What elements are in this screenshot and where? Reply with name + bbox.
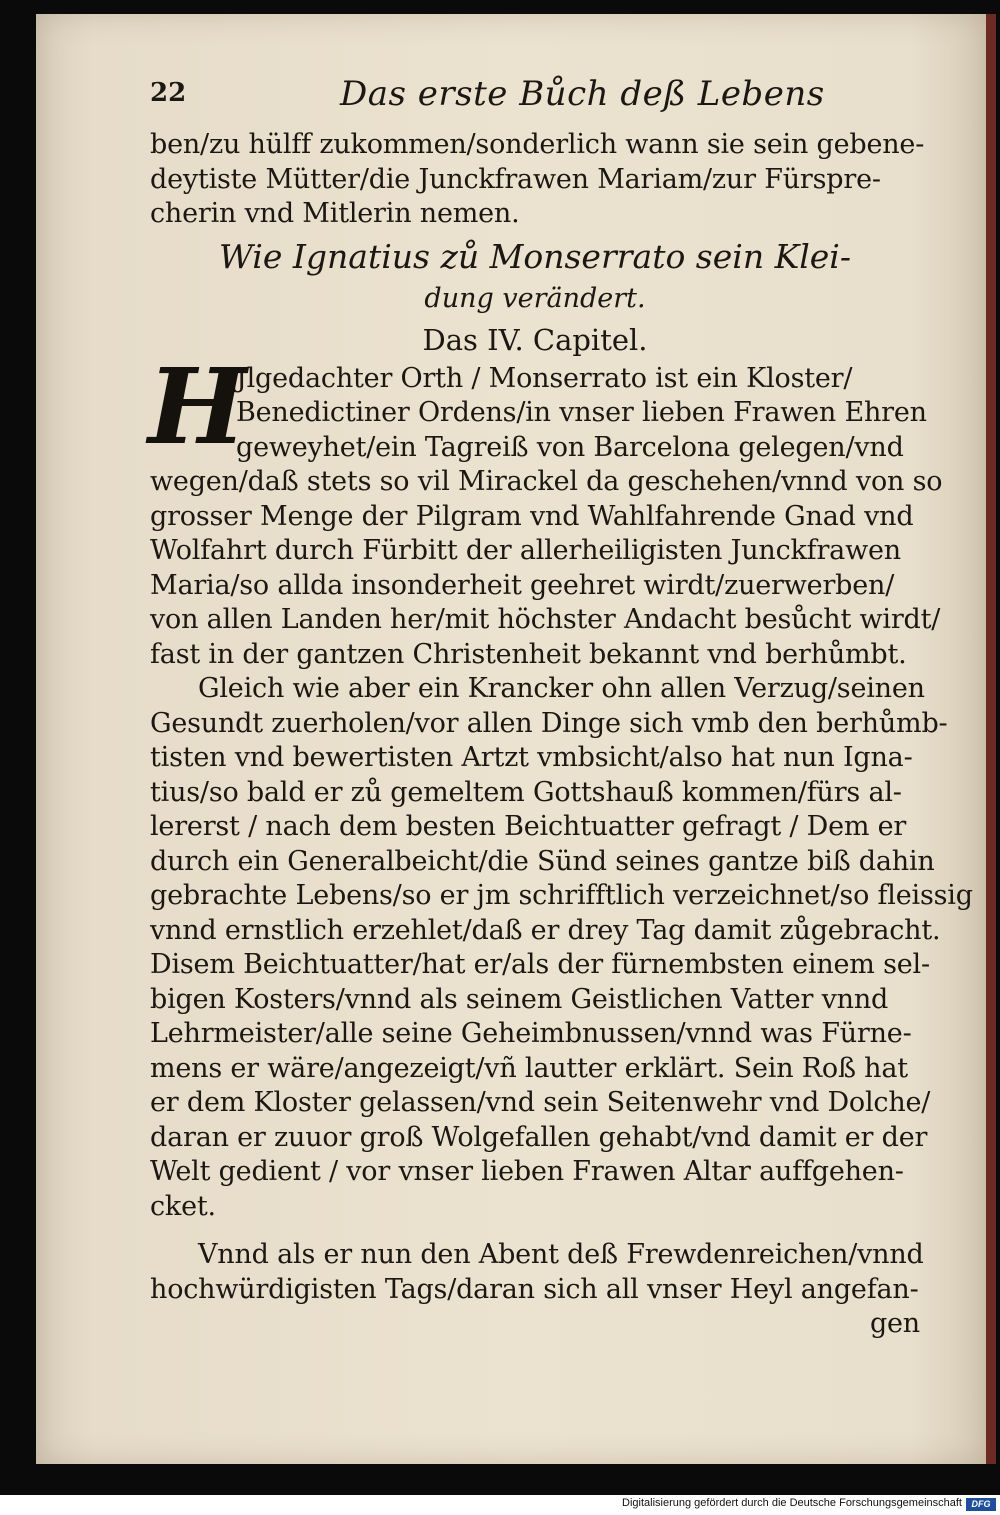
paragraph-2 xyxy=(150,672,973,1224)
page-header xyxy=(150,72,920,128)
catchword: gen xyxy=(869,1308,920,1339)
text-line: hochwürdigisten Tags/daran sich all vnser Heyl angefan- xyxy=(150,1273,919,1305)
text-line: tius/so bald er zů gemeltem Gottshauß kommen/fürs al- xyxy=(150,776,902,808)
page-edge xyxy=(986,14,996,1464)
text-line: durch ein Generalbeicht/die Sünd seines gantze biß dahin xyxy=(150,845,935,877)
text-line: fast in der gantzen Christenheit bekannt vnd berhůmbt. xyxy=(150,638,907,670)
text-line: cket. xyxy=(150,1190,216,1222)
text-line: Benedictiner Ordens/in vnser lieben Frawen Ehren xyxy=(236,397,927,428)
text-line: Lehrmeister/alle seine Geheimbnussen/vnnd was Fürne- xyxy=(150,1018,912,1049)
text-line: tisten vnd bewertisten Artzt vmbsicht/also hat nun Igna- xyxy=(150,742,913,773)
dfg-logo: DFG xyxy=(966,1498,996,1511)
continuation-text xyxy=(150,128,925,232)
running-head: Das erste Bůch deß Lebens xyxy=(340,74,825,114)
text-line: Maria/so allda insonderheit geehret wirdt/zuerwerben/ xyxy=(150,569,895,601)
chapter-title-continued: dung verändert. xyxy=(424,282,646,314)
text-line: grosser Menge der Pilgram vnd Wahlfahrende Gnad vnd xyxy=(150,500,914,532)
footer-credit: Digitalisierung gefördert durch die Deutsche Forschungsgemeinschaft xyxy=(622,1497,962,1509)
text-line: Wolfahrt durch Fürbitt der allerheiligisten Junckfrawen xyxy=(150,535,901,566)
paragraph-1 xyxy=(148,344,943,673)
text-line: Vnnd als er nun den Abent deß Frewdenreichen/vnnd xyxy=(198,1239,924,1270)
text-line: Gleich wie aber ein Krancker ohn allen Verzug/seinen xyxy=(198,673,925,704)
chapter-title: Wie Ignatius zů Monserrato sein Klei- xyxy=(218,236,852,276)
text-line: vnnd ernstlich erzehlet/daß er drey Tag damit zůgebracht. xyxy=(150,914,941,946)
text-line: bigen Kosters/vnnd als seinem Geistlichen Vatter vnnd xyxy=(150,983,889,1015)
text-line: Jlgedachter Orth / Monserrato ist ein Kloster/ xyxy=(236,362,853,394)
text-line: von allen Landen her/mit höchster Andacht besůcht wirdt/ xyxy=(150,604,941,635)
text-line: cherin vnd Mitlerin nemen. xyxy=(150,198,520,229)
text-line: deytiste Mütter/die Junckfrawen Mariam/zur Fürspre- xyxy=(150,163,881,195)
chapter-label: Das IV. Capitel. xyxy=(422,322,648,357)
text-line: ben/zu hülff zukommen/sonderlich wann sie sein gebene- xyxy=(150,129,925,160)
text-line: Disem Beichtuatter/hat er/als der fürnembsten einem sel- xyxy=(150,949,930,980)
text-line: lererst / nach dem besten Beichtuatter gefragt / Dem er xyxy=(150,811,907,842)
paragraph-3 xyxy=(150,1238,924,1307)
text-line: Welt gedient / vor vnser lieben Frawen Altar auffgehen- xyxy=(150,1156,904,1187)
text-line: geweyhet/ein Tagreiß von Barcelona gelegen/vnd xyxy=(236,431,904,463)
footer-bar xyxy=(0,1495,1000,1515)
page-text xyxy=(148,72,973,1342)
text-line: er dem Kloster gelassen/vnd sein Seitenwehr vnd Dolche/ xyxy=(150,1087,931,1118)
drop-initial: H xyxy=(148,344,247,468)
text-line: gebrachte Lebens/so er jm schrifftlich verzeichnet/so fleissig xyxy=(150,880,973,911)
page-number: 22 xyxy=(150,78,187,108)
text-line: daran er zuuor groß Wolgefallen gehabt/vnd damit er der xyxy=(150,1121,928,1153)
text-line: wegen/daß stets so vil Mirackel da geschehen/vnnd von so xyxy=(150,466,943,497)
text-line: Gesundt zuerholen/vor allen Dinge sich vmb den berhůmb- xyxy=(150,707,948,739)
text-line: mens er wäre/angezeigt/vñ lautter erklärt. Sein Roß hat xyxy=(150,1052,908,1084)
